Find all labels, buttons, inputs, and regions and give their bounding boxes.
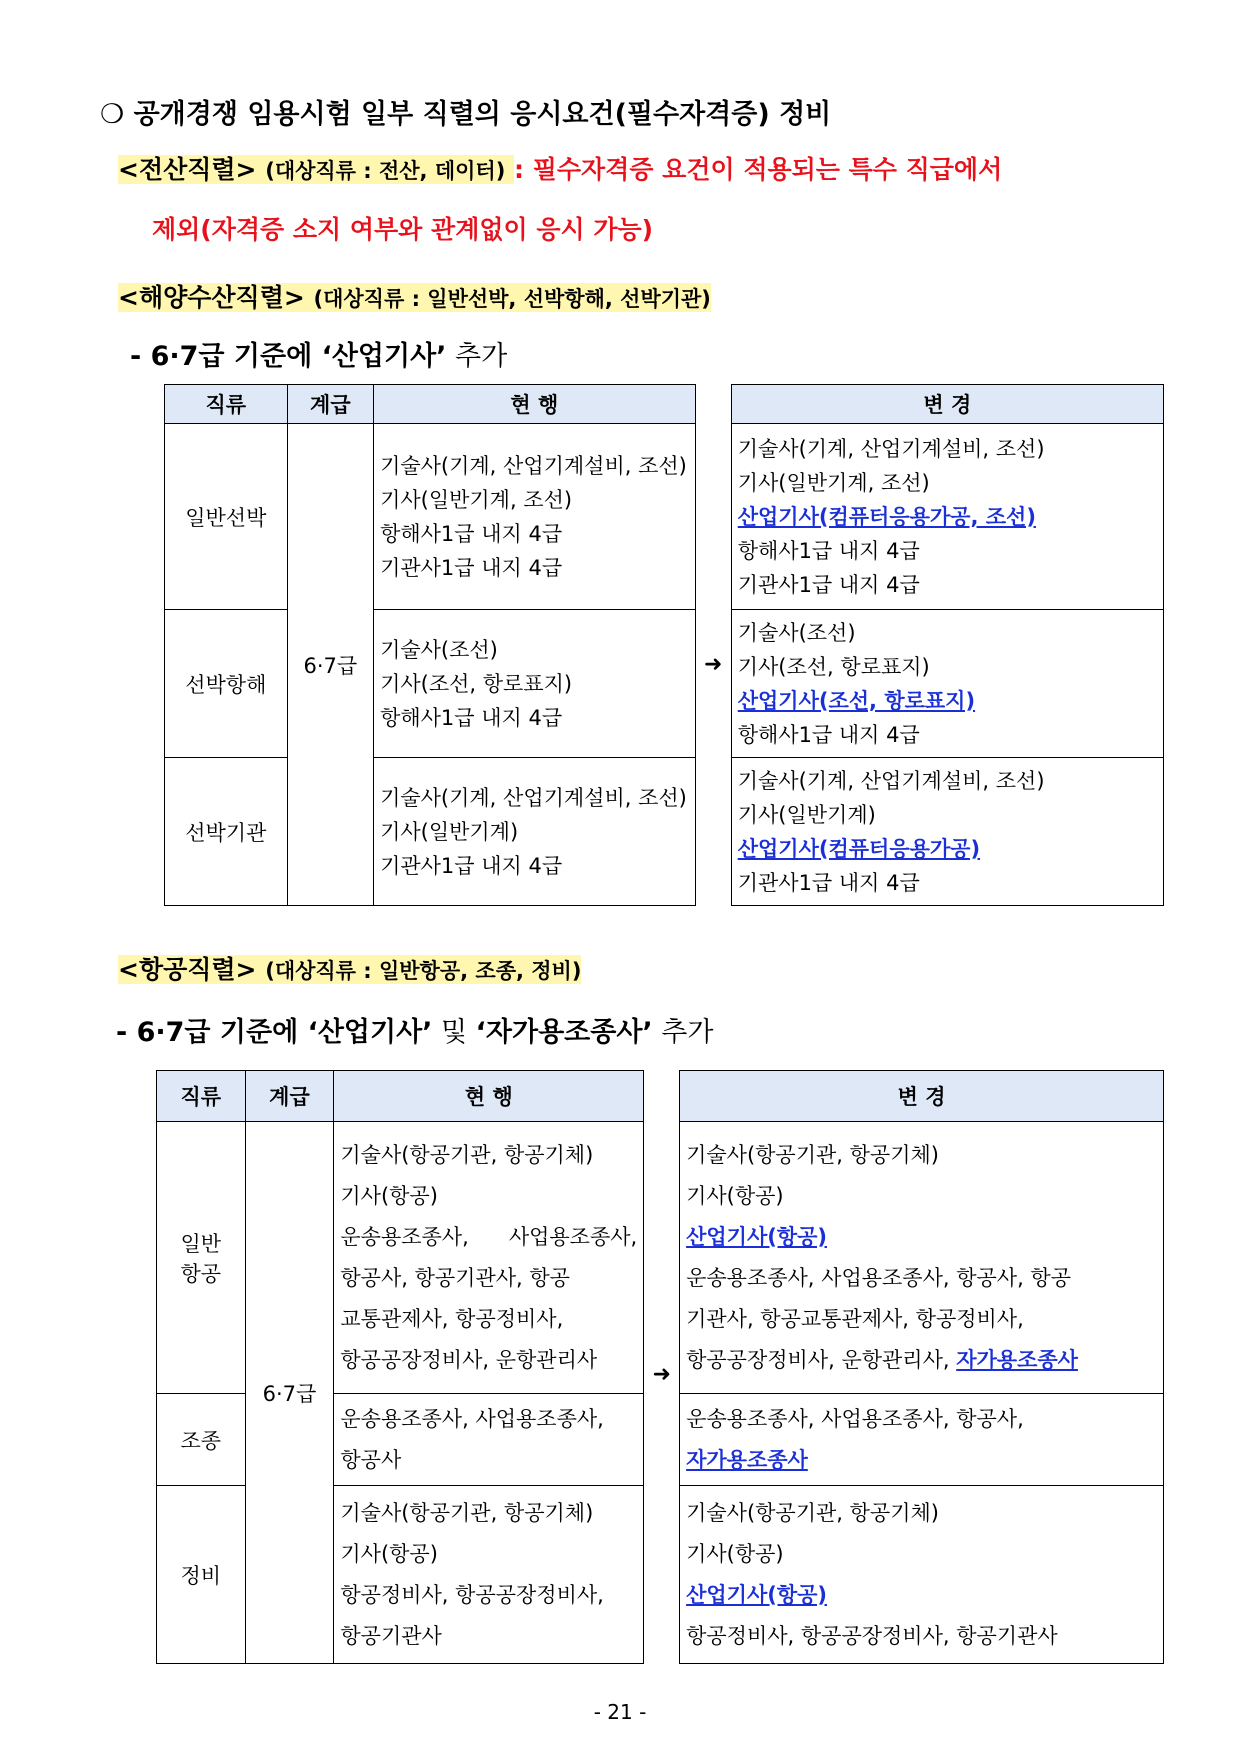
aviation-table	[156, 1070, 1164, 1664]
t1-row1-changed: 기술사(기계, 산업기계설비, 조선) 기사(일반기계, 조선) 산업기사(컴퓨터응용가공, 조선) 항해사1급 내지 4급 기관사1급 내지 4급	[731, 424, 1163, 610]
t1-row1-current: 기술사(기계, 산업기계설비, 조선) 기사(일반기계, 조선) 항해사1급 내지 4급 기관사1급 내지 4급	[374, 424, 695, 610]
t1-header-series: 직류	[165, 385, 288, 424]
t2-header-grade: 계급	[245, 1071, 334, 1122]
t1-row2-current: 기술사(조선) 기사(조선, 항로표지) 항해사1급 내지 4급	[374, 610, 695, 758]
t2-row1-highlight2: 자가용조종사	[956, 1347, 1078, 1372]
section-computing-desc2: 제외(자격증 소지 여부와 관계없이 응시 가능)	[152, 215, 654, 244]
t2-arrow-icon: ➜	[652, 1361, 671, 1387]
aviation-bullet	[116, 1010, 713, 1049]
section-computing-sub: (대상직류 : 전산, 데이터)	[265, 159, 506, 183]
main-heading: ❍ 공개경쟁 임용시험 일부 직렬의 응시요건(필수자격증) 정비	[100, 99, 832, 130]
t1-header-current: 현 행	[374, 385, 695, 424]
maritime-bullet-prefix: - 6·7급 기준에 ‘산업기사’	[130, 341, 447, 372]
t2-header-current: 현 행	[334, 1071, 644, 1122]
t2-row3-current: 기술사(항공기관, 항공기체) 기사(항공) 항공정비사, 항공공장정비사, 항공기관사	[334, 1486, 644, 1664]
maritime-table	[164, 384, 1164, 906]
maritime-bullet	[130, 334, 507, 373]
t1-row1-highlight: 산업기사(컴퓨터응용가공, 조선)	[737, 504, 1036, 529]
section-aviation-title: <항공직렬>	[118, 955, 257, 984]
t2-row1-changed: 기술사(항공기관, 항공기체) 기사(항공) 산업기사(항공) 운송용조종사, 사업용조종사, 항공사, 항공 기관사, 항공교통관제사, 항공정비사, 항공공장정비사, 운항관리사, 자가용조종사	[680, 1122, 1164, 1394]
t2-row3-name: 정비	[157, 1486, 246, 1664]
t1-row2-changed: 기술사(조선) 기사(조선, 항로표지) 산업기사(조선, 항로표지) 항해사1급 내지 4급	[731, 610, 1163, 758]
section-maritime-title: <해양수산직렬>	[118, 283, 305, 312]
section-maritime-sub: (대상직류 : 일반선박, 선박항해, 선박기관)	[313, 287, 711, 311]
aviation-bullet-suffix: 추가	[652, 1017, 714, 1048]
t2-row3-changed: 기술사(항공기관, 항공기체) 기사(항공) 산업기사(항공) 항공정비사, 항공공장정비사, 항공기관사	[680, 1486, 1164, 1664]
t2-row1-current: 기술사(항공기관, 항공기체) 기사(항공) 운송용조종사, 사업용조종사, 항공사, 항공기관사, 항공 교통관제사, 항공정비사, 항공공장정비사, 운항관리사	[334, 1122, 644, 1394]
section-maritime	[118, 278, 711, 314]
aviation-bullet-bold2: ‘자가용조종사’	[475, 1017, 653, 1048]
t1-row2-highlight: 산업기사(조선, 항로표지)	[737, 688, 976, 713]
maritime-bullet-suffix: 추가	[446, 341, 508, 372]
aviation-bullet-mid: 및	[432, 1017, 476, 1048]
t2-row1-highlight1: 산업기사(항공)	[686, 1224, 828, 1249]
t2-row2-name: 조종	[157, 1394, 246, 1486]
t2-row3-highlight: 산업기사(항공)	[686, 1582, 828, 1607]
t2-row2-changed: 운송용조종사, 사업용조종사, 항공사, 자가용조종사	[680, 1394, 1164, 1486]
t1-header-changed: 변 경	[731, 385, 1163, 424]
page-number: - 21 -	[593, 1700, 647, 1724]
t2-header-series: 직류	[157, 1071, 246, 1122]
t1-row3-changed: 기술사(기계, 산업기계설비, 조선) 기사(일반기계) 산업기사(컴퓨터응용가공) 기관사1급 내지 4급	[731, 758, 1163, 906]
t1-row3-name: 선박기관	[165, 758, 288, 906]
section-computing-title: <전산직렬>	[118, 155, 257, 184]
t2-row1-name: 일반 항공	[157, 1122, 246, 1394]
t1-arrow-icon: ➜	[703, 652, 723, 677]
section-aviation	[118, 950, 581, 986]
aviation-bullet-prefix: - 6·7급 기준에 ‘산업기사’	[116, 1017, 433, 1048]
t2-row2-highlight: 자가용조종사	[686, 1447, 808, 1472]
t1-header-grade: 계급	[287, 385, 373, 424]
t1-row2-name: 선박항해	[165, 610, 288, 758]
t2-header-changed: 변 경	[680, 1071, 1164, 1122]
t1-row3-highlight: 산업기사(컴퓨터응용가공)	[737, 836, 981, 861]
t1-grade: 6·7급	[287, 424, 373, 906]
t1-row1-name: 일반선박	[165, 424, 288, 610]
section-computing-desc1: : 필수자격증 요건이 적용되는 특수 직급에서	[514, 155, 1003, 184]
t1-row3-current: 기술사(기계, 산업기계설비, 조선) 기사(일반기계) 기관사1급 내지 4급	[374, 758, 695, 906]
t2-grade: 6·7급	[245, 1122, 334, 1664]
section-aviation-sub: (대상직류 : 일반항공, 조종, 정비)	[265, 959, 582, 983]
t2-row2-current: 운송용조종사, 사업용조종사, 항공사	[334, 1394, 644, 1486]
section-computing	[118, 150, 1002, 186]
